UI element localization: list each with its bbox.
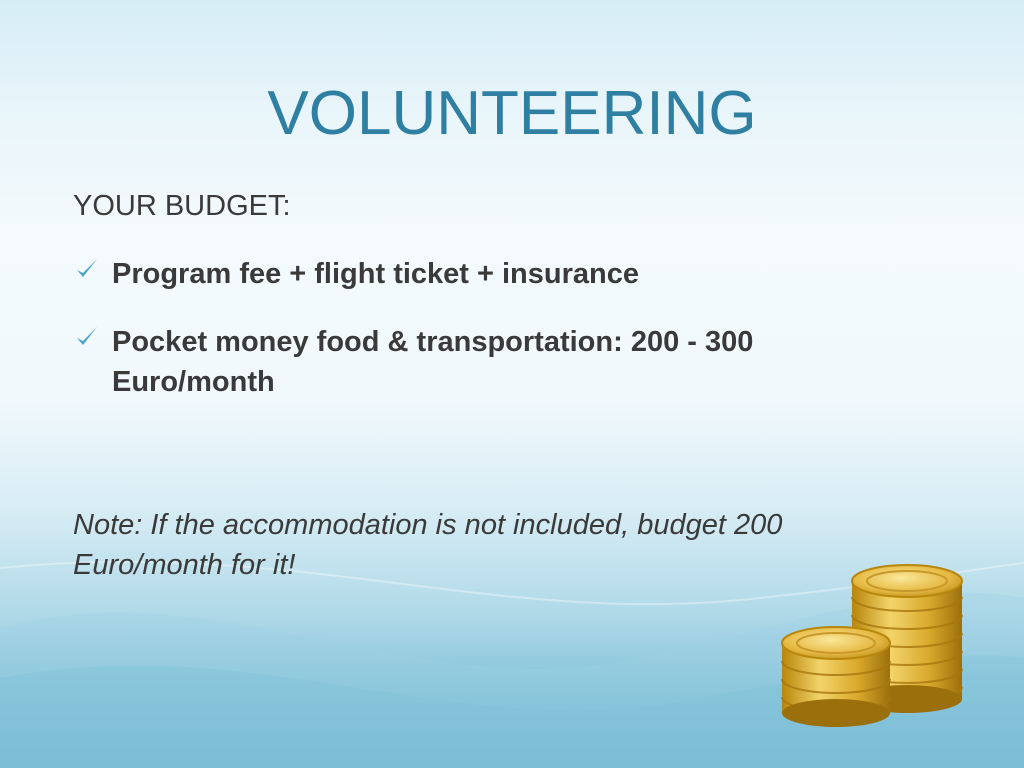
checkmark-icon	[74, 254, 102, 287]
budget-note: Note: If the accommodation is not included, budget 200 Euro/month for it!	[73, 509, 783, 581]
checkmark-icon	[74, 322, 102, 355]
budget-list	[74, 254, 894, 430]
list-item	[74, 254, 894, 294]
gold-coins-icon	[770, 545, 970, 740]
list-item-text: Program fee + flight ticket + insurance	[112, 258, 639, 290]
list-item-text: Pocket money food & transportation: 200 - 300 Euro/month	[112, 326, 754, 398]
list-item	[74, 322, 894, 402]
slide-title: VOLUNTEERING	[267, 79, 757, 148]
budget-heading: YOUR BUDGET:	[73, 190, 291, 222]
